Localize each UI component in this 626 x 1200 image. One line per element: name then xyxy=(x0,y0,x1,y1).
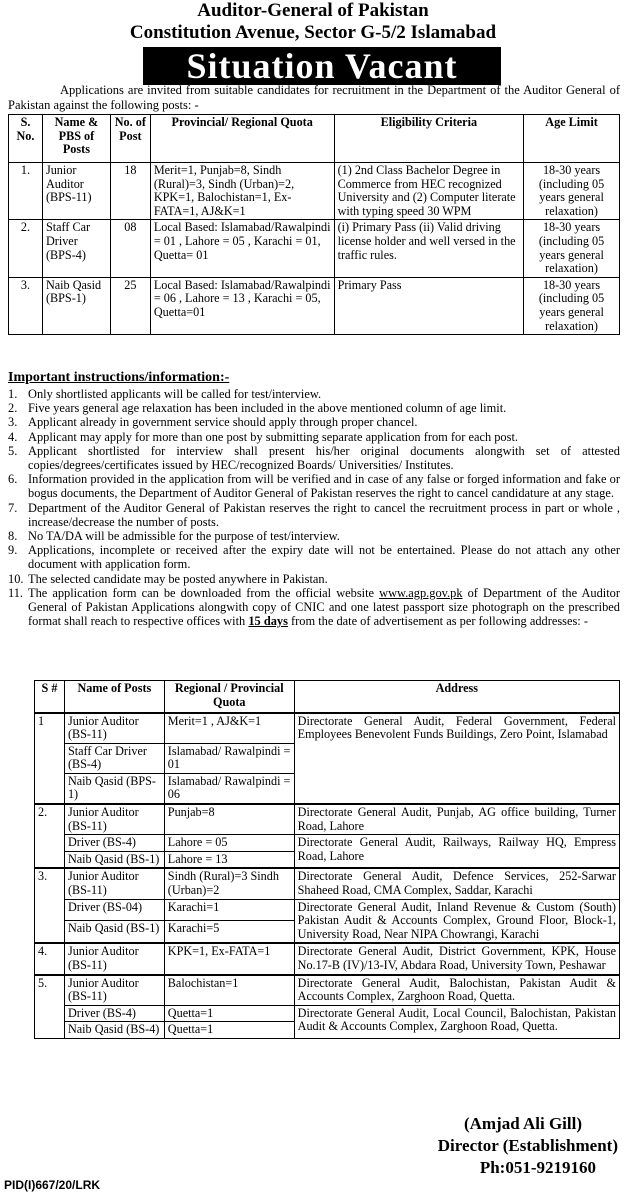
cell-quota: Merit=1, Punjab=8, Sindh (Rural)=3, Sindh (Urban)=2, KPK=1, Balochistan=1, Ex-FATA=1, AJ&K=1 xyxy=(150,163,334,220)
header-quota: Provincial/ Regional Quota xyxy=(150,115,334,163)
cell-post: Junior Auditor (BS-11) xyxy=(64,868,164,899)
signatory-name: (Amjad Ali Gill) xyxy=(463,1114,582,1133)
cell-address: Directorate General Audit, Railways, Railway HQ, Empress Road, Lahore xyxy=(294,835,619,869)
item-number: 11. xyxy=(8,585,24,600)
posts-table xyxy=(8,114,620,335)
cell-quota: Islamabad/ Rawalpindi = 06 xyxy=(164,773,294,804)
deadline-days: 15 days xyxy=(248,614,288,629)
cell-age: 18-30 years (including 05 years general relaxation) xyxy=(524,163,620,220)
posts-table-header xyxy=(9,115,620,163)
cell-post: Naib Qasid (BS-1) xyxy=(64,921,164,943)
cell-quota: Quetta=1 xyxy=(164,1005,294,1022)
cell-post: Staff Car Driver (BS-4) xyxy=(64,743,164,773)
cell-sn: 3. xyxy=(35,868,65,943)
table-row xyxy=(35,804,620,835)
item-number: 6. xyxy=(8,472,18,487)
header-sno: S. No. xyxy=(9,115,43,163)
header-post-count: No. of Post xyxy=(110,115,150,163)
cell-sno: 1. xyxy=(9,163,43,220)
pid-code: PID(I)667/20/LRK xyxy=(4,1178,101,1192)
table-row xyxy=(35,1005,620,1022)
cell-quota: Karachi=5 xyxy=(164,921,294,943)
address-table-header xyxy=(35,681,620,713)
cell-sno: 2. xyxy=(9,220,43,277)
cell-count: 25 xyxy=(110,277,150,334)
cell-post: Naib Qasid (BS-4) xyxy=(64,1022,164,1039)
organization-title: Auditor-General of Pakistan xyxy=(197,0,429,21)
cell-address: Directorate General Audit, Federal Government, Federal Employees Benevolent Funds Buildings, Zero Point, Islamabad xyxy=(294,713,619,805)
cell-sn: 1 xyxy=(35,713,65,805)
cell-quota: Karachi=1 xyxy=(164,899,294,921)
cell-post: Driver (BS-4) xyxy=(64,835,164,852)
cell-name: Staff Car Driver (BPS-4) xyxy=(42,220,110,277)
cell-quota: Sindh (Rural)=3 Sindh (Urban)=2 xyxy=(164,868,294,899)
cell-post: Junior Auditor (BS-11) xyxy=(64,804,164,835)
cell-quota: Balochistan=1 xyxy=(164,975,294,1006)
item-number: 1. xyxy=(8,387,18,401)
list-item xyxy=(8,387,620,401)
cell-quota: Punjab=8 xyxy=(164,804,294,835)
cell-post: Junior Auditor (BS-11) xyxy=(64,975,164,1006)
cell-age: 18-30 years (including 05 years general relaxation) xyxy=(524,277,620,334)
list-item xyxy=(8,529,620,543)
header-post-name: Name & PBS of Posts xyxy=(42,115,110,163)
table-row xyxy=(35,975,620,1006)
item-number: 4. xyxy=(8,429,18,444)
signatory-title: Director (Establishment) xyxy=(437,1136,618,1155)
item-number: 10. xyxy=(8,571,24,586)
cell-sn: 5. xyxy=(35,975,65,1039)
list-item xyxy=(8,472,620,500)
cell-address: Directorate General Audit, Punjab, AG office building, Turner Road, Lahore xyxy=(294,804,619,835)
cell-post: Junior Auditor (BS-11) xyxy=(64,943,164,974)
item-number: 3. xyxy=(8,415,18,430)
list-item xyxy=(8,444,620,472)
item-text: Applicant shortlisted for interview shall present his/her original documents alongwith set of attested copies/degrees/certificates issued by HEC/recognized Boards/ Universities/ Institutes. xyxy=(28,443,620,473)
cell-count: 18 xyxy=(110,163,150,220)
cell-sn: 2. xyxy=(35,804,65,868)
cell-count: 08 xyxy=(110,220,150,277)
cell-quota: Lahore = 05 xyxy=(164,835,294,852)
cell-sn: 4. xyxy=(35,943,65,974)
list-item xyxy=(8,572,620,586)
header-age-limit: Age Limit xyxy=(524,115,620,163)
cell-post: Naib Qasid (BPS-1) xyxy=(64,773,164,804)
cell-quota: Islamabad/ Rawalpindi = 01 xyxy=(164,743,294,773)
table-row xyxy=(35,899,620,921)
cell-name: Junior Auditor (BPS-11) xyxy=(42,163,110,220)
item-number: 8. xyxy=(8,529,18,544)
header-sn: S # xyxy=(35,681,65,713)
item-number: 5. xyxy=(8,443,18,458)
cell-post: Junior Auditor (BS-11) xyxy=(64,713,164,744)
item-text: Department of the Auditor General of Pakistan reserves the right to cancel the recruitment process in part or whole , increase/decrease the number of posts. xyxy=(28,500,620,529)
cell-criteria: (1) 2nd Class Bachelor Degree in Commerce from HEC recognized University and (2) Computer literate with typing speed 30 WPM xyxy=(334,163,524,220)
item11-text-c: from the date of advertisement as per following addresses: - xyxy=(291,614,588,629)
situation-vacant-banner: Situation Vacant xyxy=(143,47,501,85)
cell-post: Driver (BS-4) xyxy=(64,1005,164,1022)
cell-address: Directorate General Audit, Inland Revenue & Custom (South) Pakistan Audit & Accounts Complex, Ground Floor, Block-1, University Road, Near NIPA Chowrangi, Karachi xyxy=(294,899,619,943)
signatory-phone: Ph:051-9219160 xyxy=(479,1158,596,1177)
organization-address: Constitution Avenue, Sector G-5/2 Islamabad xyxy=(129,22,497,43)
table-row xyxy=(9,220,620,277)
cell-age: 18-30 years (including 05 years general relaxation) xyxy=(524,220,620,277)
header-criteria: Eligibility Criteria xyxy=(334,115,524,163)
cell-name: Naib Qasid (BPS-1) xyxy=(42,277,110,334)
instructions-list xyxy=(8,387,620,628)
table-row xyxy=(9,163,620,220)
cell-address: Directorate General Audit, Defence Services, 252-Sarwar Shaheed Road, CMA Complex, Saddar, Karachi xyxy=(294,868,619,899)
table-row xyxy=(35,943,620,974)
cell-post: Naib Qasid (BS-1) xyxy=(64,851,164,868)
list-item xyxy=(8,501,620,529)
cell-sno: 3. xyxy=(9,277,43,334)
cell-criteria: (i) Primary Pass (ii) Valid driving license holder and well versed in the traffic rules. xyxy=(334,220,524,277)
table-row xyxy=(35,835,620,852)
item-number: 9. xyxy=(8,543,18,558)
item-text: No TA/DA will be admissible for the purpose of test/interview. xyxy=(28,529,340,544)
item-text: Only shortlisted applicants will be called for test/interview. xyxy=(28,387,322,401)
item-text: Information provided in the application from will be verified and in case of any false or forged information and fake or bogus documents, the Department of Auditor General of Pakistan reserves the right to cancel candidature at any stage. xyxy=(28,472,620,501)
header-name-of-posts: Name of Posts xyxy=(64,681,164,713)
cell-post: Driver (BS-04) xyxy=(64,899,164,921)
item-text: Applicant may apply for more than one post by submitting separate application from for each post. xyxy=(28,429,518,444)
cell-address: Directorate General Audit, Local Council, Balochistan, Pakistan Audit & Accounts Complex, Zarghoon Road, Quetta. xyxy=(294,1005,619,1038)
list-item xyxy=(8,401,620,415)
list-item xyxy=(8,430,620,444)
list-item xyxy=(8,586,620,629)
cell-quota: Local Based: Islamabad/Rawalpindi = 01 , Lahore = 05 , Karachi = 01, Quetta= 01 xyxy=(150,220,334,277)
cell-address: Directorate General Audit, Balochistan, Pakistan Audit & Accounts Complex, Zarghoon Road, Quetta. xyxy=(294,975,619,1006)
list-item xyxy=(8,543,620,571)
item-text: Five years general age relaxation has been included in the above mentioned column of age limit. xyxy=(28,401,507,416)
list-item xyxy=(8,415,620,429)
item-text: Applications, incomplete or received after the expiry date will not be entertained. Please do not attach any other document with application form. xyxy=(28,543,620,572)
table-row xyxy=(9,277,620,334)
address-table xyxy=(34,680,620,1039)
intro-paragraph: Applications are invited from suitable candidates for recruitment in the Department of the Auditor General of Pakistan against the following posts: - xyxy=(8,83,620,112)
header-regional-quota: Regional / Provincial Quota xyxy=(164,681,294,713)
item11-text-a: The application form can be downloaded from the official website xyxy=(28,585,375,600)
instructions-title: Important instructions/information:- xyxy=(8,370,230,385)
item11-text-b: of Department of the Auditor General of Pakistan Applications alongwith copy of CNIC and one latest passport size photograph on the prescribed format shall reach to respective offices with xyxy=(28,585,620,629)
cell-criteria: Primary Pass xyxy=(334,277,524,334)
cell-quota: Quetta=1 xyxy=(164,1022,294,1039)
website-link[interactable]: www.agp.gov.pk xyxy=(379,585,463,600)
cell-address: Directorate General Audit, District Government, KPK, House No.17-B (IV)/13-IV, Abdara Road, University Town, Peshawar xyxy=(294,943,619,974)
table-row xyxy=(35,868,620,899)
cell-quota: Lahore = 13 xyxy=(164,851,294,868)
item-number: 7. xyxy=(8,500,18,515)
item-text: The selected candidate may be posted anywhere in Pakistan. xyxy=(28,571,328,586)
item-text: Applicant already in government service should apply through proper chancel. xyxy=(28,415,418,430)
cell-quota: Local Based: Islamabad/Rawalpindi = 06 , Lahore = 13 , Karachi = 05, Quetta=01 xyxy=(150,277,334,334)
table-row xyxy=(35,713,620,744)
cell-quota: Merit=1 , AJ&K=1 xyxy=(164,713,294,744)
item-number: 2. xyxy=(8,401,18,416)
cell-quota: KPK=1, Ex-FATA=1 xyxy=(164,943,294,974)
header-address: Address xyxy=(294,681,619,713)
